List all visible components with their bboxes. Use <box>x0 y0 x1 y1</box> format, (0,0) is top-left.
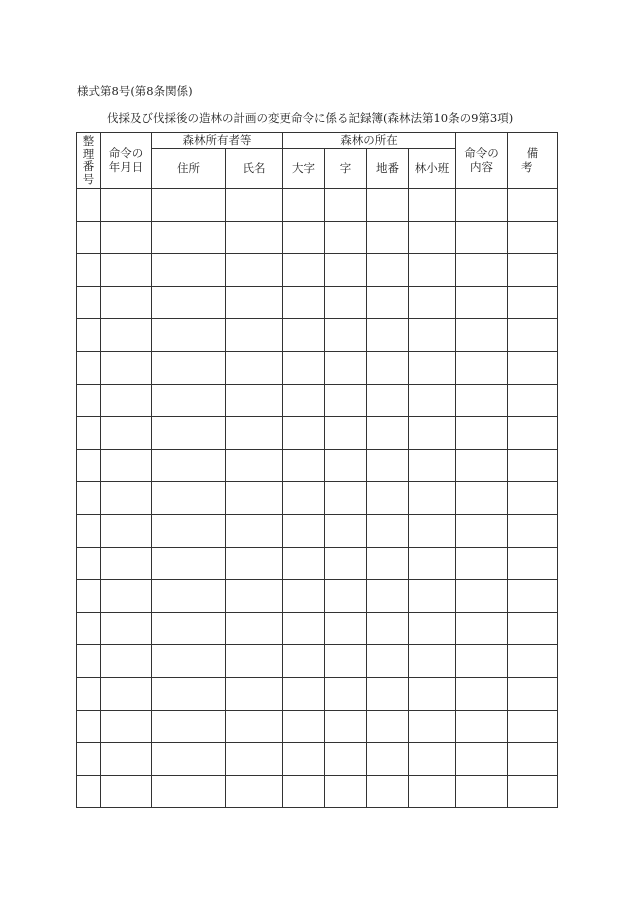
document-title: 伐採及び伐採後の造林の計画の変更命令に係る記録簿(森林法第10条の9第3項) <box>107 111 514 125</box>
table-row <box>77 482 558 515</box>
table-cell <box>456 189 508 222</box>
table-cell <box>456 254 508 287</box>
table-cell <box>456 775 508 808</box>
header-chiban: 地番 <box>367 149 409 189</box>
table-cell <box>409 514 456 547</box>
table-cell <box>226 547 283 580</box>
table-cell <box>101 384 152 417</box>
table-cell <box>226 482 283 515</box>
table-cell <box>325 351 367 384</box>
table-cell <box>508 645 558 678</box>
table-cell <box>456 710 508 743</box>
table-cell <box>77 286 101 319</box>
table-cell <box>456 677 508 710</box>
table-row <box>77 775 558 808</box>
table-cell <box>409 384 456 417</box>
table-row <box>77 254 558 287</box>
table-cell <box>152 514 226 547</box>
table-row <box>77 417 558 450</box>
table-cell <box>325 677 367 710</box>
table-row <box>77 580 558 613</box>
table-cell <box>409 221 456 254</box>
table-cell <box>283 775 325 808</box>
table-cell <box>456 580 508 613</box>
table-cell <box>409 547 456 580</box>
form-number-label: 様式第8号(第8条関係) <box>77 84 193 98</box>
table-cell <box>367 189 409 222</box>
table-row <box>77 710 558 743</box>
table-cell <box>77 384 101 417</box>
table-cell <box>152 775 226 808</box>
table-cell <box>283 319 325 352</box>
table-cell <box>367 254 409 287</box>
table-cell <box>101 189 152 222</box>
table-cell <box>101 612 152 645</box>
table-cell <box>101 254 152 287</box>
table-row <box>77 449 558 482</box>
table-row <box>77 547 558 580</box>
table-cell <box>152 710 226 743</box>
table-cell <box>508 743 558 776</box>
table-cell <box>283 254 325 287</box>
table-cell <box>226 449 283 482</box>
header-rinshohan: 林小班 <box>409 149 456 189</box>
table-cell <box>367 677 409 710</box>
table-cell <box>226 417 283 450</box>
table-cell <box>508 775 558 808</box>
table-cell <box>283 612 325 645</box>
table-cell <box>325 449 367 482</box>
table-cell <box>367 417 409 450</box>
table-cell <box>325 743 367 776</box>
table-cell <box>508 710 558 743</box>
table-row <box>77 189 558 222</box>
table-cell <box>367 286 409 319</box>
table-cell <box>456 547 508 580</box>
table-cell <box>325 189 367 222</box>
table-cell <box>325 710 367 743</box>
table-cell <box>283 384 325 417</box>
table-cell <box>325 254 367 287</box>
table-cell <box>325 384 367 417</box>
table-cell <box>508 677 558 710</box>
table-cell <box>456 319 508 352</box>
table-cell <box>101 482 152 515</box>
table-cell <box>101 286 152 319</box>
header-remarks: 備考 <box>508 133 558 189</box>
table-cell <box>456 384 508 417</box>
table-cell <box>101 677 152 710</box>
header-forest-owner-group: 森林所有者等 <box>152 133 283 149</box>
table-cell <box>152 580 226 613</box>
table-cell <box>367 645 409 678</box>
table-row <box>77 612 558 645</box>
table-cell <box>409 775 456 808</box>
table-cell <box>409 677 456 710</box>
table-cell <box>226 514 283 547</box>
table-cell <box>456 514 508 547</box>
table-cell <box>325 286 367 319</box>
table-cell <box>77 319 101 352</box>
table-cell <box>325 580 367 613</box>
table-cell <box>367 351 409 384</box>
table-cell <box>226 254 283 287</box>
header-oaza: 大字 <box>283 149 325 189</box>
table-cell <box>283 482 325 515</box>
table-cell <box>283 189 325 222</box>
table-cell <box>367 710 409 743</box>
table-cell <box>283 221 325 254</box>
table-cell <box>367 319 409 352</box>
table-cell <box>367 612 409 645</box>
table-row <box>77 384 558 417</box>
table-cell <box>283 351 325 384</box>
table-cell <box>283 580 325 613</box>
table-cell <box>409 482 456 515</box>
table-cell <box>77 775 101 808</box>
table-cell <box>409 449 456 482</box>
table-cell <box>367 743 409 776</box>
header-owner-name: 氏名 <box>226 149 283 189</box>
table-cell <box>508 221 558 254</box>
table-cell <box>101 417 152 450</box>
table-cell <box>456 645 508 678</box>
table-cell <box>226 612 283 645</box>
table-cell <box>152 189 226 222</box>
table-cell <box>367 221 409 254</box>
table-cell <box>508 384 558 417</box>
table-cell <box>226 221 283 254</box>
table-cell <box>283 710 325 743</box>
table-cell <box>409 254 456 287</box>
table-cell <box>367 775 409 808</box>
table-cell <box>283 743 325 776</box>
table-cell <box>325 319 367 352</box>
table-cell <box>409 286 456 319</box>
table-cell <box>152 417 226 450</box>
table-cell <box>325 775 367 808</box>
table-cell <box>226 677 283 710</box>
table-cell <box>101 221 152 254</box>
table-cell <box>508 351 558 384</box>
table-row <box>77 514 558 547</box>
table-cell <box>456 449 508 482</box>
table-cell <box>152 254 226 287</box>
table-row <box>77 319 558 352</box>
table-cell <box>77 221 101 254</box>
table-cell <box>101 775 152 808</box>
table-cell <box>283 547 325 580</box>
table-cell <box>152 645 226 678</box>
table-cell <box>508 449 558 482</box>
table-cell <box>456 286 508 319</box>
table-cell <box>508 514 558 547</box>
table-cell <box>152 221 226 254</box>
table-row <box>77 677 558 710</box>
table-row <box>77 351 558 384</box>
table-cell <box>77 351 101 384</box>
table-cell <box>409 319 456 352</box>
header-owner-address: 住所 <box>152 149 226 189</box>
table-cell <box>325 612 367 645</box>
table-cell <box>226 645 283 678</box>
table-cell <box>367 547 409 580</box>
table-cell <box>226 189 283 222</box>
table-cell <box>508 482 558 515</box>
table-cell <box>101 351 152 384</box>
header-order-content: 命令の 内容 <box>456 133 508 189</box>
table-cell <box>283 677 325 710</box>
table-cell <box>283 417 325 450</box>
table-cell <box>152 743 226 776</box>
table-cell <box>456 612 508 645</box>
header-forest-location-group: 森林の所在 <box>283 133 456 149</box>
table-cell <box>101 710 152 743</box>
table-cell <box>283 449 325 482</box>
table-cell <box>367 482 409 515</box>
table-cell <box>409 743 456 776</box>
header-aza: 字 <box>325 149 367 189</box>
table-cell <box>226 743 283 776</box>
table-cell <box>152 286 226 319</box>
table-cell <box>152 449 226 482</box>
table-cell <box>77 612 101 645</box>
table-cell <box>77 743 101 776</box>
table-cell <box>456 417 508 450</box>
table-cell <box>456 743 508 776</box>
table-cell <box>367 449 409 482</box>
table-cell <box>101 319 152 352</box>
table-cell <box>409 645 456 678</box>
table-cell <box>409 189 456 222</box>
table-cell <box>101 645 152 678</box>
table-cell <box>77 580 101 613</box>
table-cell <box>409 580 456 613</box>
record-table <box>76 132 558 808</box>
table-cell <box>456 482 508 515</box>
table-cell <box>508 254 558 287</box>
table-cell <box>283 645 325 678</box>
table-cell <box>283 286 325 319</box>
table-cell <box>77 417 101 450</box>
table-cell <box>77 677 101 710</box>
table-cell <box>226 775 283 808</box>
table-cell <box>226 351 283 384</box>
table-cell <box>77 645 101 678</box>
table-cell <box>508 417 558 450</box>
table-cell <box>77 254 101 287</box>
table-cell <box>77 547 101 580</box>
table-cell <box>152 351 226 384</box>
table-cell <box>508 319 558 352</box>
table-cell <box>508 286 558 319</box>
table-cell <box>325 645 367 678</box>
table-cell <box>456 351 508 384</box>
table-cell <box>367 514 409 547</box>
table-cell <box>325 482 367 515</box>
table-cell <box>152 547 226 580</box>
table-cell <box>409 351 456 384</box>
table-cell <box>409 710 456 743</box>
table-cell <box>456 221 508 254</box>
table-cell <box>152 677 226 710</box>
table-cell <box>152 384 226 417</box>
table-cell <box>226 286 283 319</box>
table-cell <box>226 580 283 613</box>
header-order-date: 命令の 年月日 <box>101 133 152 189</box>
table-cell <box>77 710 101 743</box>
table-cell <box>226 710 283 743</box>
table-cell <box>325 547 367 580</box>
table-cell <box>367 384 409 417</box>
table-cell <box>101 743 152 776</box>
header-row-top <box>77 133 558 149</box>
table-cell <box>508 612 558 645</box>
table-cell <box>508 547 558 580</box>
table-row <box>77 743 558 776</box>
table-cell <box>152 482 226 515</box>
table-cell <box>325 514 367 547</box>
table-cell <box>101 514 152 547</box>
table-cell <box>325 221 367 254</box>
table-cell <box>101 547 152 580</box>
table-cell <box>508 580 558 613</box>
table-cell <box>226 319 283 352</box>
table-cell <box>409 417 456 450</box>
table-cell <box>367 580 409 613</box>
header-serial-number: 整理番号 <box>77 133 101 189</box>
table-cell <box>152 319 226 352</box>
table-cell <box>77 514 101 547</box>
table-row <box>77 221 558 254</box>
table-cell <box>409 612 456 645</box>
table-cell <box>101 580 152 613</box>
table-cell <box>77 482 101 515</box>
table-cell <box>101 449 152 482</box>
table-row <box>77 645 558 678</box>
table-row <box>77 286 558 319</box>
table-cell <box>152 612 226 645</box>
table-cell <box>508 189 558 222</box>
table-cell <box>283 514 325 547</box>
table-cell <box>226 384 283 417</box>
table-cell <box>325 417 367 450</box>
table-cell <box>77 449 101 482</box>
table-cell <box>77 189 101 222</box>
